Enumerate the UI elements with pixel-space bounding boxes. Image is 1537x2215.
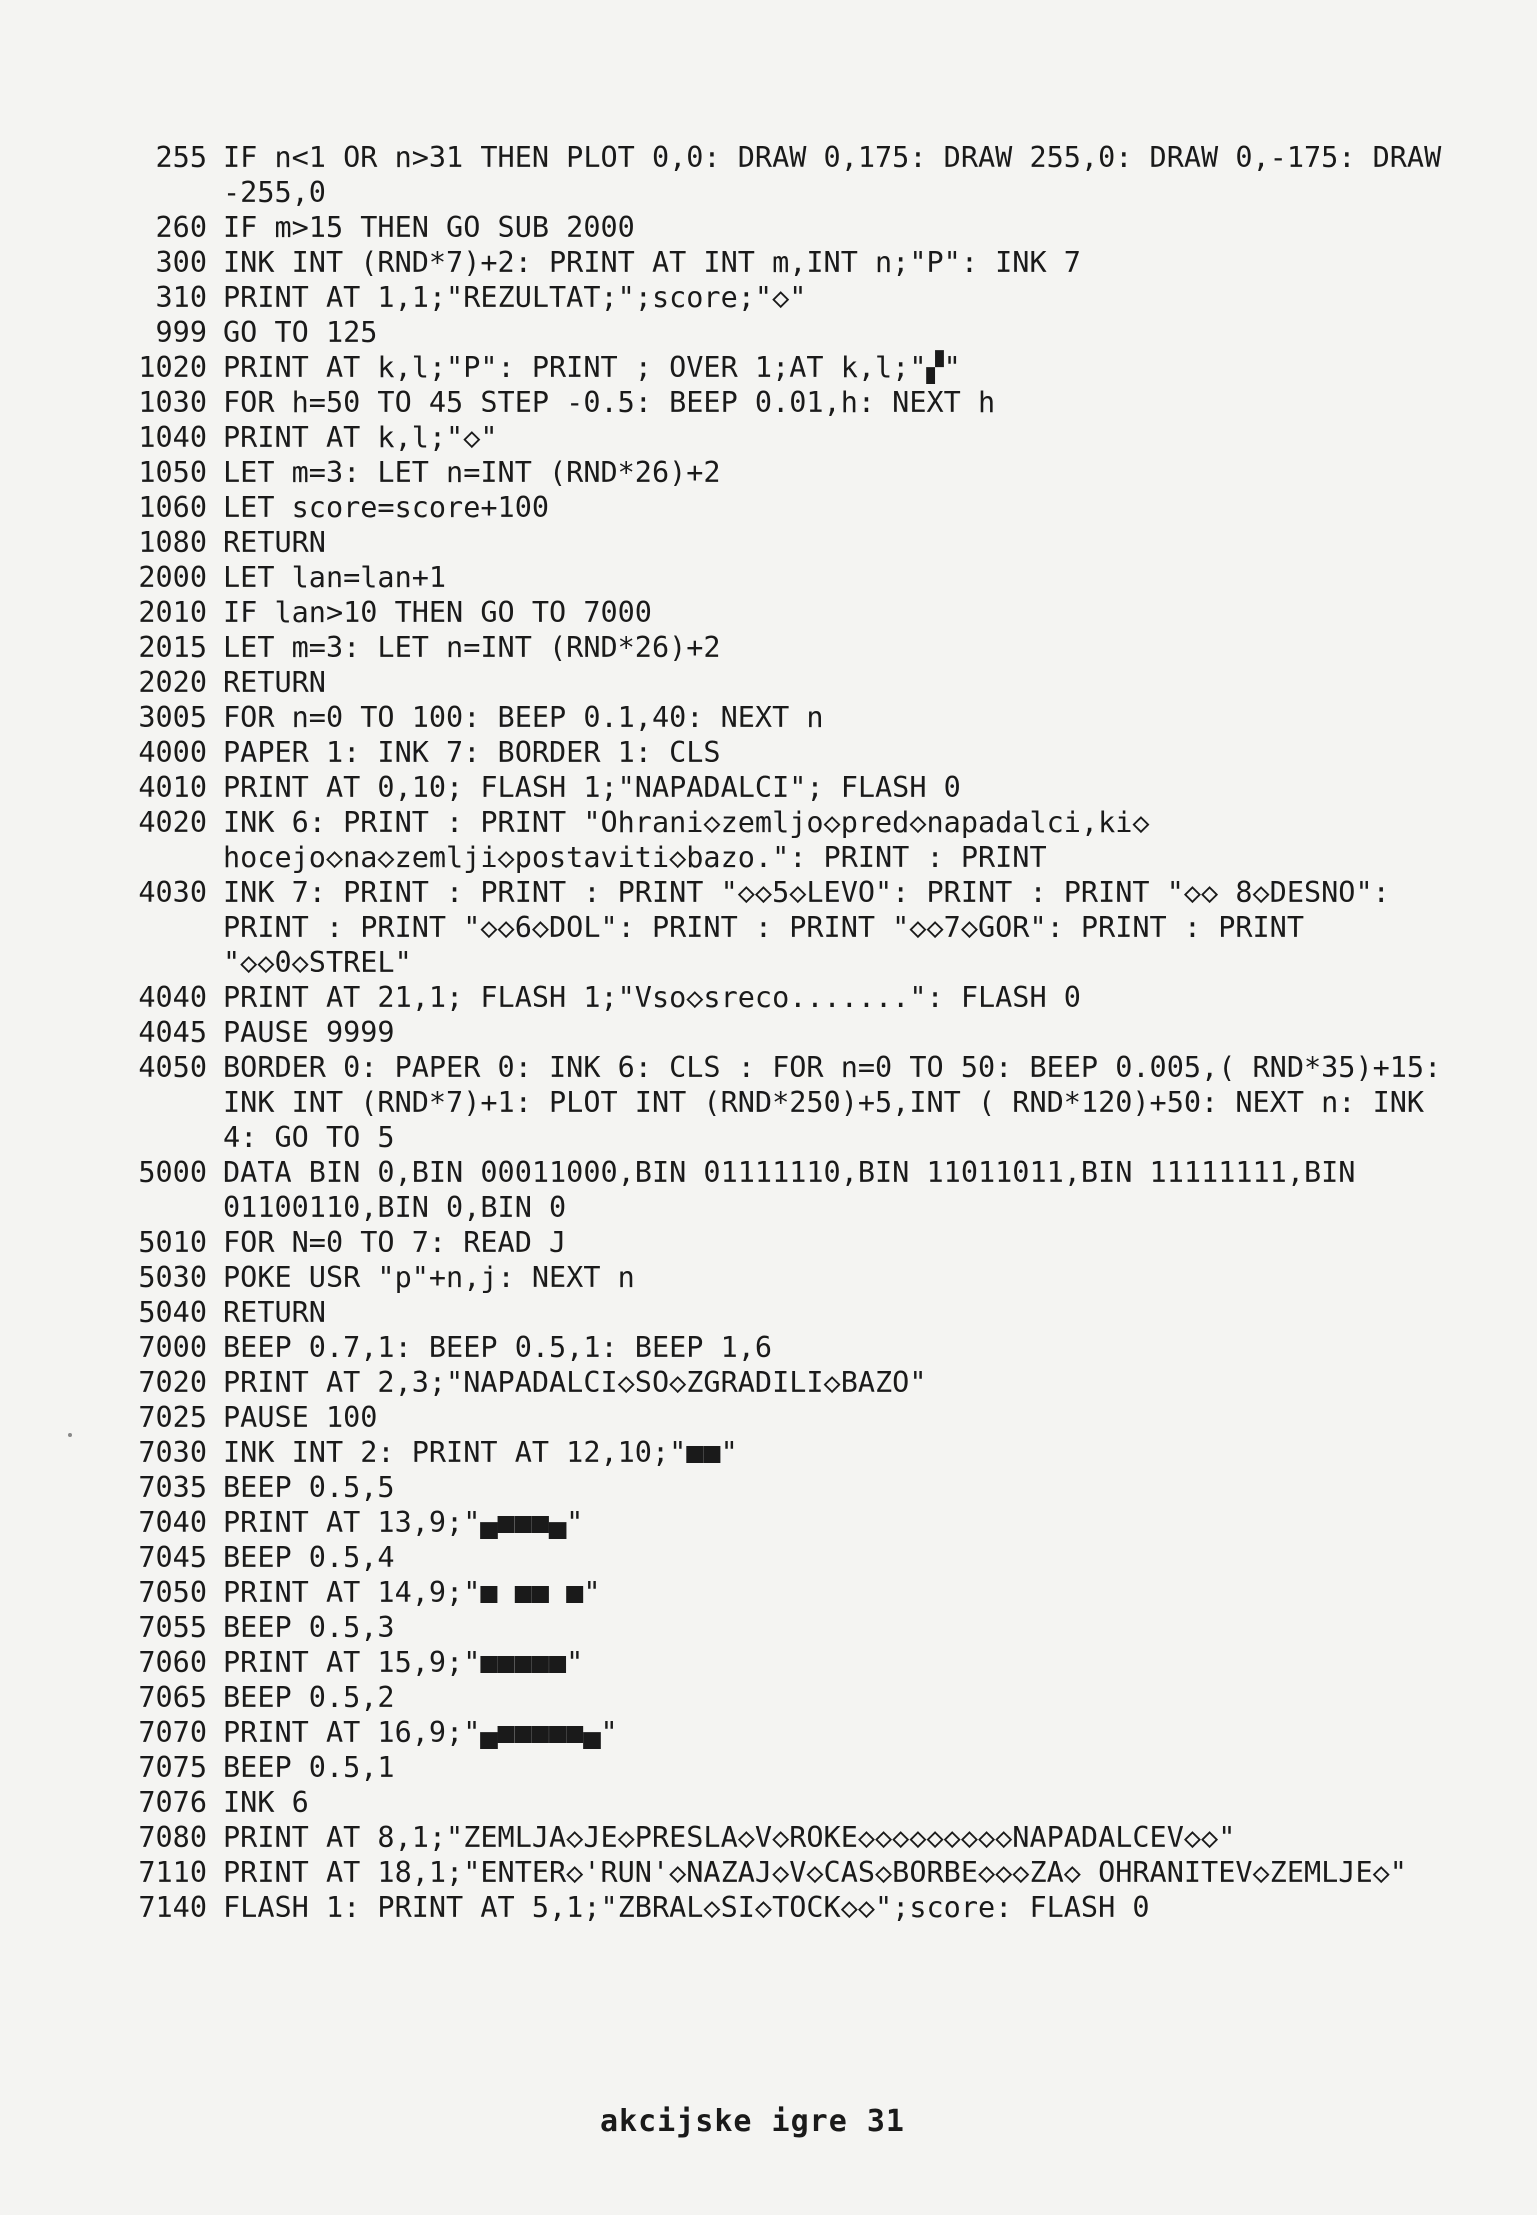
- code-line: [95, 630, 1455, 665]
- line-number: 310: [155, 281, 207, 314]
- code-line: [95, 1225, 1455, 1260]
- line-code: IF lan>10 THEN GO TO 7000: [223, 596, 652, 629]
- line-number: 7035: [138, 1471, 207, 1504]
- code-line: [95, 210, 1455, 245]
- line-number: 999: [155, 316, 207, 349]
- line-number: 7030: [138, 1436, 207, 1469]
- line-number: 5040: [138, 1296, 207, 1329]
- code-line: [95, 1015, 1455, 1050]
- line-code: BORDER 0: PAPER 0: INK 6: CLS : FOR n=0 TO 50: BEEP 0.005,( RND*35)+15: INK INT (RND*7)+1: PLOT INT (RND*250)+5,INT ( RND*120)+50: NEXT n: INK 4: GO TO 5: [223, 1051, 1459, 1154]
- line-number: 7065: [138, 1681, 207, 1714]
- line-number: 4000: [138, 736, 207, 769]
- line-code: FLASH 1: PRINT AT 5,1;"ZBRAL◇SI◇TOCK◇◇";score: FLASH 0: [223, 1891, 1150, 1924]
- code-line: [95, 1505, 1455, 1540]
- code-line: [95, 1715, 1455, 1750]
- line-code: PRINT AT 13,9;"▄■■■▄": [223, 1506, 584, 1539]
- code-line: [95, 420, 1455, 455]
- line-number: 5030: [138, 1261, 207, 1294]
- code-line: [95, 1645, 1455, 1680]
- code-line: [95, 980, 1455, 1015]
- line-code: GO TO 125: [223, 316, 378, 349]
- line-number: 4010: [138, 771, 207, 804]
- code-line: [95, 560, 1455, 595]
- line-number: 3005: [138, 701, 207, 734]
- code-line: [95, 700, 1455, 735]
- code-line: [95, 245, 1455, 280]
- line-code: BEEP 0.7,1: BEEP 0.5,1: BEEP 1,6: [223, 1331, 773, 1364]
- code-line: [95, 1050, 1459, 1155]
- line-code: IF m>15 THEN GO SUB 2000: [223, 211, 635, 244]
- basic-listing: [95, 140, 1459, 1925]
- code-line: [95, 1400, 1455, 1435]
- line-number: 5010: [138, 1226, 207, 1259]
- line-code: LET m=3: LET n=INT (RND*26)+2: [223, 631, 721, 664]
- scan-speck: [68, 1433, 72, 1437]
- line-code: POKE USR "p"+n,j: NEXT n: [223, 1261, 635, 1294]
- code-line: [95, 805, 1455, 875]
- line-number: 1040: [138, 421, 207, 454]
- line-number: 7055: [138, 1611, 207, 1644]
- code-line: [95, 1750, 1455, 1785]
- code-line: [95, 455, 1455, 490]
- code-line: [95, 385, 1455, 420]
- line-number: 7070: [138, 1716, 207, 1749]
- line-number: 4045: [138, 1016, 207, 1049]
- line-code: PAUSE 100: [223, 1401, 378, 1434]
- line-number: 1060: [138, 491, 207, 524]
- line-code: PAUSE 9999: [223, 1016, 395, 1049]
- code-line: [95, 770, 1455, 805]
- line-code: FOR h=50 TO 45 STEP -0.5: BEEP 0.01,h: NEXT h: [223, 386, 996, 419]
- line-number: 2010: [138, 596, 207, 629]
- line-code: INK 6: [223, 1786, 309, 1819]
- code-line: [95, 1785, 1455, 1820]
- code-line: [95, 595, 1455, 630]
- line-number: 2015: [138, 631, 207, 664]
- code-line: [95, 525, 1455, 560]
- code-line: [95, 140, 1459, 210]
- line-number: 300: [155, 246, 207, 279]
- line-number: 1030: [138, 386, 207, 419]
- line-number: 2000: [138, 561, 207, 594]
- line-code: PRINT AT 16,9;"▄■■■■■▄": [223, 1716, 618, 1749]
- line-code: PRINT AT k,l;"P": PRINT ; OVER 1;AT k,l;"▞": [223, 351, 961, 384]
- code-line: [95, 1575, 1455, 1610]
- line-code: RETURN: [223, 1296, 326, 1329]
- code-line: [95, 1890, 1455, 1925]
- code-line: [95, 1610, 1455, 1645]
- line-code: PRINT AT 8,1;"ZEMLJA◇JE◇PRESLA◇V◇ROKE◇◇◇◇◇◇◇◇◇NAPADALCEV◇◇": [223, 1821, 1236, 1854]
- line-code: PRINT AT 21,1; FLASH 1;"Vso◇sreco.......": FLASH 0: [223, 981, 1081, 1014]
- line-code: LET score=score+100: [223, 491, 550, 524]
- code-line: [95, 875, 1455, 980]
- line-code: INK INT 2: PRINT AT 12,10;"■■": [223, 1436, 738, 1469]
- page-footer: akcijske igre 31: [600, 2104, 905, 2139]
- line-number: 7075: [138, 1751, 207, 1784]
- line-number: 7025: [138, 1401, 207, 1434]
- code-line: [95, 665, 1455, 700]
- code-line: [95, 280, 1455, 315]
- code-line: [95, 1155, 1455, 1225]
- line-number: 2020: [138, 666, 207, 699]
- code-line: [95, 1365, 1455, 1400]
- line-number: 4050: [138, 1051, 207, 1084]
- line-code: PRINT AT 2,3;"NAPADALCI◇SO◇ZGRADILI◇BAZO": [223, 1366, 927, 1399]
- line-code: INK 7: PRINT : PRINT : PRINT "◇◇5◇LEVO": PRINT : PRINT "◇◇ 8◇DESNO": PRINT : PRINT "◇◇6◇DOL": PRINT : PRINT "◇◇7◇GOR": PRINT : PRINT "◇◇0◇STREL": [223, 876, 1407, 979]
- code-line: [95, 315, 1455, 350]
- line-code: BEEP 0.5,3: [223, 1611, 395, 1644]
- line-code: BEEP 0.5,1: [223, 1751, 395, 1784]
- code-line: [95, 1820, 1455, 1855]
- line-code: FOR N=0 TO 7: READ J: [223, 1226, 567, 1259]
- line-code: RETURN: [223, 666, 326, 699]
- line-number: 1020: [138, 351, 207, 384]
- line-code: FOR n=0 TO 100: BEEP 0.1,40: NEXT n: [223, 701, 824, 734]
- code-line: [95, 1680, 1455, 1715]
- line-code: DATA BIN 0,BIN 00011000,BIN 01111110,BIN 11011011,BIN 11111111,BIN 01100110,BIN 0,BIN 0: [223, 1156, 1373, 1224]
- line-number: 7080: [138, 1821, 207, 1854]
- code-line: [95, 350, 1455, 385]
- code-line: [95, 1330, 1455, 1365]
- line-code: BEEP 0.5,2: [223, 1681, 395, 1714]
- line-code: PAPER 1: INK 7: BORDER 1: CLS: [223, 736, 721, 769]
- line-number: 7000: [138, 1331, 207, 1364]
- line-code: PRINT AT k,l;"◇": [223, 421, 498, 454]
- code-line: [95, 1855, 1455, 1890]
- line-number: 7050: [138, 1576, 207, 1609]
- code-line: [95, 1260, 1455, 1295]
- code-line: [95, 1540, 1455, 1575]
- line-code: PRINT AT 1,1;"REZULTAT;";score;"◇": [223, 281, 807, 314]
- line-number: 7020: [138, 1366, 207, 1399]
- line-code: LET m=3: LET n=INT (RND*26)+2: [223, 456, 721, 489]
- line-number: 4020: [138, 806, 207, 839]
- line-number: 4040: [138, 981, 207, 1014]
- line-number: 4030: [138, 876, 207, 909]
- line-number: 7060: [138, 1646, 207, 1679]
- line-number: 7110: [138, 1856, 207, 1889]
- line-number: 5000: [138, 1156, 207, 1189]
- code-line: [95, 1470, 1455, 1505]
- line-code: BEEP 0.5,5: [223, 1471, 395, 1504]
- line-code: IF n<1 OR n>31 THEN PLOT 0,0: DRAW 0,175: DRAW 255,0: DRAW 0,-175: DRAW -255,0: [223, 141, 1459, 209]
- line-code: BEEP 0.5,4: [223, 1541, 395, 1574]
- line-code: LET lan=lan+1: [223, 561, 447, 594]
- line-code: PRINT AT 15,9;"■■■■■": [223, 1646, 584, 1679]
- line-code: PRINT AT 0,10; FLASH 1;"NAPADALCI"; FLASH 0: [223, 771, 961, 804]
- code-line: [95, 1295, 1455, 1330]
- line-number: 1050: [138, 456, 207, 489]
- line-code: PRINT AT 18,1;"ENTER◇'RUN'◇NAZAJ◇V◇CAS◇BORBE◇◇◇ZA◇ OHRANITEV◇ZEMLJE◇": [223, 1856, 1407, 1889]
- line-code: INK INT (RND*7)+2: PRINT AT INT m,INT n;"P": INK 7: [223, 246, 1081, 279]
- line-code: PRINT AT 14,9;"■ ■■ ■": [223, 1576, 601, 1609]
- line-number: 7140: [138, 1891, 207, 1924]
- line-number: 7045: [138, 1541, 207, 1574]
- line-number: 260: [155, 211, 207, 244]
- code-line: [95, 735, 1455, 770]
- line-code: INK 6: PRINT : PRINT "Ohrani◇zemljo◇pred◇napadalci,ki◇ hocejo◇na◇zemlji◇postaviti◇bazo.": PRINT : PRINT: [223, 806, 1167, 874]
- line-number: 255: [155, 141, 207, 174]
- code-line: [95, 490, 1455, 525]
- line-number: 1080: [138, 526, 207, 559]
- code-line: [95, 1435, 1455, 1470]
- line-code: RETURN: [223, 526, 326, 559]
- line-number: 7040: [138, 1506, 207, 1539]
- line-number: 7076: [138, 1786, 207, 1819]
